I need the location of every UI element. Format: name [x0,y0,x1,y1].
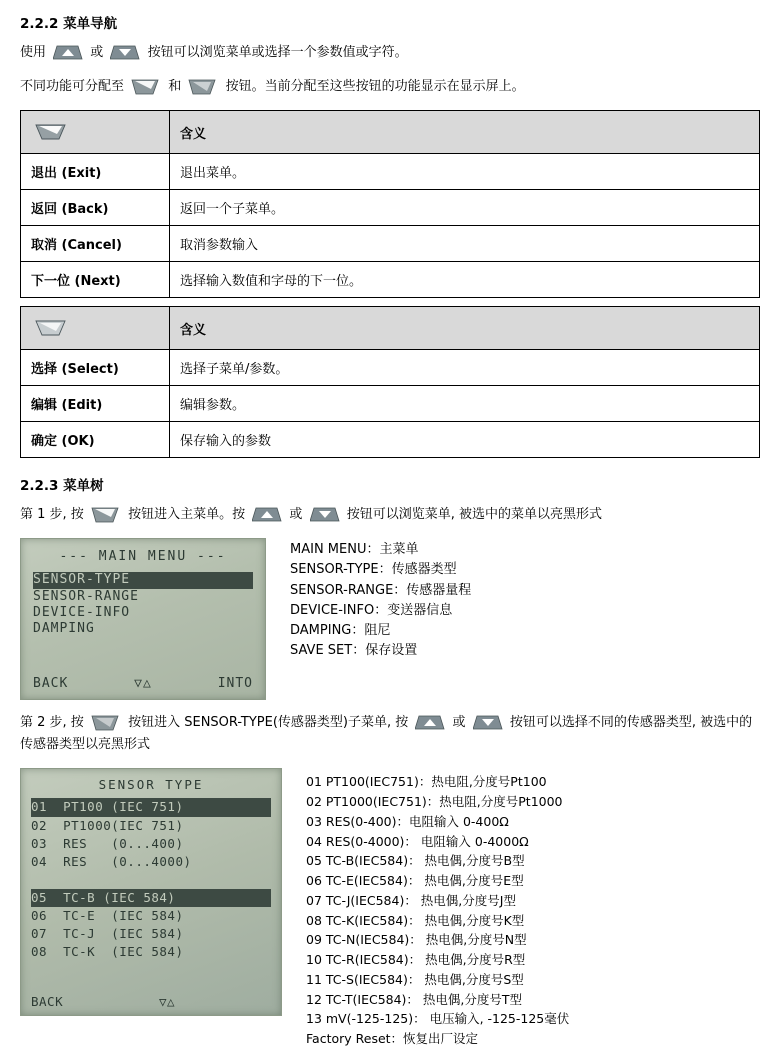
table-header-row [21,307,760,350]
para-text: 第 2 步, 按 [20,715,84,731]
paragraph-step-2 [20,712,760,756]
para-text: 按钮进入主菜单。按 [128,507,246,523]
key-function-label: 确定 (OK) [21,422,170,458]
right-soft-key-icon [188,79,218,95]
legend-line: 12 TC-T(IEC584)： 热电偶,分度号T型 [306,991,523,1007]
lcd-menu-item-damping: DAMPING [33,621,95,637]
key-function-label: 下一位 (Next) [21,262,170,298]
legend-line: 03 RES(0-400)：电阻输入 0-400Ω [306,813,509,829]
left-soft-key-icon [91,507,121,523]
para-text: 按钮可以浏览菜单, 被选中的菜单以亮黑形式 [346,507,602,523]
section-heading-menu-tree: 2.2.3 菜单树 [20,478,104,495]
key-function-meaning: 取消参数输入 [170,226,760,262]
down-arrow-key-icon [310,507,340,522]
para-text: 不同功能可分配至 [20,79,125,95]
lcd-scroll-arrows-icon: ▽△ [159,994,176,1010]
key-function-meaning: 退出菜单。 [170,154,760,190]
paragraph-step-1 [20,504,760,526]
para-text: 或 [289,507,303,523]
para-text: 传感器类型以亮黑形式 [20,737,151,753]
down-arrow-key-icon [110,45,140,60]
table-row [21,386,760,422]
legend-line: MAIN MENU：主菜单 [290,542,419,558]
main-menu-legend [290,538,471,661]
up-arrow-key-icon [53,45,83,60]
legend-line: DEVICE-INFO：变送器信息 [290,602,453,618]
key-function-label: 返回 (Back) [21,190,170,226]
header-meaning-cell: 含义 [170,307,760,350]
lcd-sensor-item-06: 06 TC-E (IEC 584) [31,908,184,924]
lcd-menu-item-sensor-type: SENSOR-TYPE [33,572,253,588]
key-function-label: 取消 (Cancel) [21,226,170,262]
legend-line: 07 TC-J(IEC584)： 热电偶,分度号J型 [306,892,516,908]
lcd-softkey-into: INTO [217,676,253,692]
key-function-meaning: 返回一个子菜单。 [170,190,760,226]
legend-line: 11 TC-S(IEC584)： 热电偶,分度号S型 [306,971,524,987]
up-arrow-key-icon [252,507,282,522]
lcd-main-menu-display [20,538,266,700]
table-row [21,190,760,226]
lcd-sensor-item-07: 07 TC-J (IEC 584) [31,926,184,942]
right-key-function-table [20,306,760,458]
legend-line: 01 PT100(IEC751)：热电阻,分度号Pt100 [306,774,547,790]
para-text: 按钮可以选择不同的传感器类型, 被选中的 [509,715,753,731]
legend-line: 05 TC-B(IEC584)： 热电偶,分度号B型 [306,853,525,869]
key-function-meaning: 编辑参数。 [170,386,760,422]
lcd-sensor-item-01: 01 PT100 (IEC 751) [31,798,271,816]
lcd-softkey-bar [33,676,253,691]
lcd-title: --- MAIN MENU --- [59,549,227,565]
para-text: 或 [452,715,466,731]
para-text: 或 [90,45,104,60]
table-row [21,226,760,262]
lcd-menu-item-device-info: DEVICE-INFO [33,604,131,620]
legend-line: SAVE SET：保存设置 [290,642,418,658]
lcd-sensor-gap [31,871,271,889]
legend-line: 02 PT1000(IEC751)：热电阻,分度号Pt1000 [306,794,563,810]
lcd-scroll-arrows-icon: ▽△ [134,676,152,692]
legend-line: SENSOR-TYPE：传感器类型 [290,562,457,578]
table-header-row [21,111,760,154]
lcd-sensor-item-05: 05 TC-B (IEC 584) [31,889,271,907]
table-row [21,262,760,298]
legend-line: 13 mV(-125-125)： 电压输入, -125-125毫伏 [306,1011,570,1027]
lcd-softkey-bar [31,994,271,1009]
header-meaning-cell: 含义 [170,111,760,154]
paragraph-navigation-2 [20,76,760,98]
header-left-key-icon-cell [21,111,170,154]
para-text: 按钮可以浏览菜单或选择一个参数值或字符。 [147,45,408,60]
legend-line: 10 TC-R(IEC584)： 热电偶,分度号R型 [306,952,526,968]
table-row [21,350,760,386]
key-function-meaning: 选择输入数值和字母的下一位。 [170,262,760,298]
lcd-title: SENSOR TYPE [98,777,204,793]
sensor-type-illustration [20,768,760,1049]
lcd-sensor-item-04: 04 RES (0...4000) [31,853,192,869]
lcd-sensor-item-02: 02 PT1000(IEC 751) [31,817,184,833]
lcd-softkey-back: BACK [33,676,69,692]
key-function-label: 选择 (Select) [21,350,170,386]
legend-line: 09 TC-N(IEC584)： 热电偶,分度号N型 [306,932,527,948]
legend-line: 08 TC-K(IEC584)： 热电偶,分度号K型 [306,912,525,928]
table-row [21,422,760,458]
para-text: 按钮进入 SENSOR-TYPE(传感器类型)子菜单, 按 [128,715,409,731]
para-text: 按钮。当前分配至这些按钮的功能显示在显示屏上。 [225,79,525,95]
section-heading-menu-navigation: 2.2.2 菜单导航 [20,16,118,32]
key-function-label: 退出 (Exit) [21,154,170,190]
sensor-type-legend [306,768,569,1049]
left-soft-key-icon [34,123,68,141]
main-menu-illustration [20,538,760,700]
paragraph-navigation-1 [20,42,760,64]
key-function-meaning: 保存输入的参数 [170,422,760,458]
right-soft-key-icon [91,715,121,731]
down-arrow-key-icon [473,715,503,730]
key-function-label: 编辑 (Edit) [21,386,170,422]
table-row [21,154,760,190]
para-text: 使用 [20,45,47,60]
para-text: 和 [168,79,182,95]
lcd-sensor-type-display [20,768,282,1016]
legend-line: 06 TC-E(IEC584)： 热电偶,分度号E型 [306,873,524,889]
legend-line: 04 RES(0-4000)： 电阻输入 0-4000Ω [306,833,529,849]
lcd-sensor-item-03: 03 RES (0...400) [31,835,184,851]
lcd-menu-item-sensor-range: SENSOR-RANGE [33,588,139,604]
header-right-key-icon-cell [21,307,170,350]
legend-line: DAMPING：阻尼 [290,622,391,638]
legend-line: SENSOR-RANGE：传感器量程 [290,582,472,598]
lcd-sensor-item-08: 08 TC-K (IEC 584) [31,944,184,960]
left-key-function-table [20,110,760,298]
lcd-softkey-back: BACK [31,994,64,1010]
para-text: 第 1 步, 按 [20,507,84,523]
up-arrow-key-icon [415,715,445,730]
legend-line: Factory Reset：恢复出厂设定 [306,1031,479,1047]
key-function-meaning: 选择子菜单/参数。 [170,350,760,386]
left-soft-key-icon [131,79,161,95]
right-soft-key-icon [34,319,68,337]
